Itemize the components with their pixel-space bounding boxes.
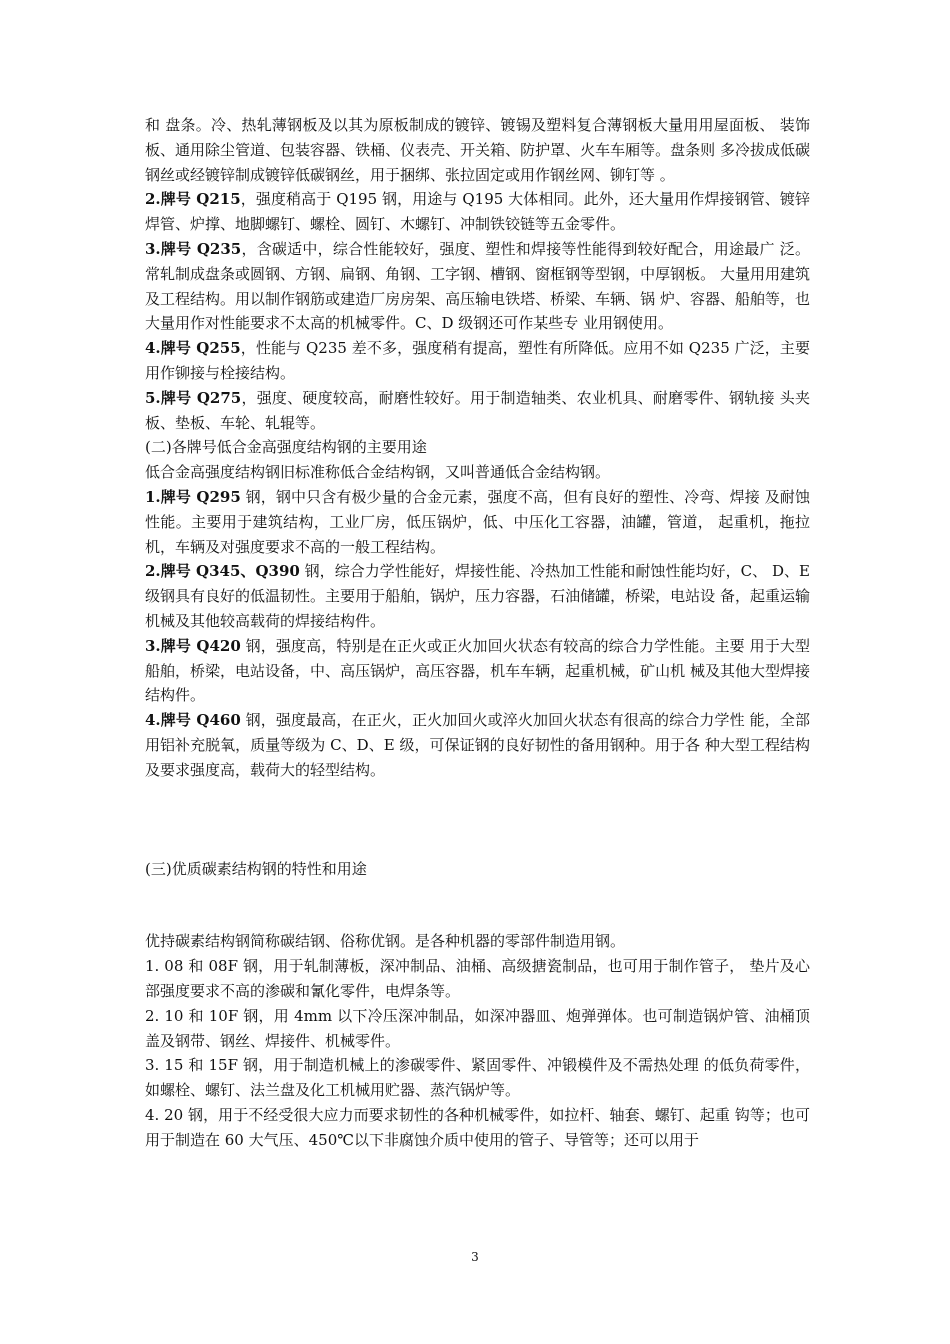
paragraph-q295 — [145, 485, 810, 559]
grade-text-q275: ，强度、硬度较高，耐磨性较好。用于制造轴类、农业机具、耐磨零件、钢轨接 头夹板、垫板、车轮、轧辊等。 — [145, 388, 810, 432]
grade-text-q215: ，强度稍高于 Q195 钢，用途与 Q195 大体相同。此外，还大量用作焊接钢管、镀锌 焊管、炉撑、地脚螺钉、螺栓、圆钉、木螺钉、冲制铁铰链等五金零件。 — [145, 190, 810, 234]
paragraph-q460 — [145, 708, 810, 782]
grade-text-q235: ，含碳适中，综合性能较好，强度、塑性和焊接等性能得到较好配合，用途最广 泛。常轧制成盘条或圆钢、方钢、扁钢、角钢、工字钢、槽钢、窗框钢等型钢，中厚钢板。 大量用用建筑及工程结构。用以制作钢筋或建造厂房房架、高压输电铁塔、桥梁、车辆、锅 炉、容器、船舶等，也大量用作对性能要求不太高的机械零件。C、D 级钢还可作某些专 业用钢使用。 — [145, 239, 810, 333]
paragraph-steel-20: 4. 20 钢，用于不经受很大应力而要求韧性的各种机械零件，如拉杆、轴套、螺钉、起重 钩等；也可用于制造在 60 大气压、450℃以下非腐蚀介质中使用的管子、导管等；还可以用于 — [145, 1105, 810, 1149]
grade-text-q460: 钢，强度最高，在正火，正火加回火或淬火加回火状态有很高的综合力学性 能，全部用铝补充脱氧，质量等级为 C、D、E 级，可保证钢的良好韧性的备用钢种。用于各 种大型工程结构及要求强度高，载荷大的轻型结构。 — [145, 711, 810, 779]
section-heading-low-alloy: (二)各牌号低合金高强度结构钢的主要用途 — [145, 438, 427, 457]
grade-text-q420: 钢，强度高，特别是在正火或正火加回火状态有较高的综合力学性能。主要 用于大型船舶，桥梁，电站设备，中、高压锅炉，高压容器，机车车辆，起重机械，矿山机 械及其他大型焊接结构件。 — [145, 636, 810, 705]
paragraph-steel-08: 1. 08 和 08F 钢，用于轧制薄板，深冲制品、油桶、高级搪瓷制品，也可用于制作管子， 垫片及心部强度要求不高的渗碳和氰化零件，电焊条等。 — [145, 957, 810, 1000]
paragraph-carbon-steel-sheet: 和 盘条。冷、热轧薄钢板及以其为原板制成的镀锌、镀锡及塑料复合薄钢板大量用用屋面板、 装饰板、通用除尘管道、包装容器、铁桶、仪表壳、开关箱、防护罩、火车车厢等。盘条则 多冷拔成低碳钢丝或经镀锌制成镀锌低碳钢丝，用于捆绑、张拉固定或用作钢丝网、铆钉等 。 — [145, 116, 810, 184]
grade-text-q255: ，性能与 Q235 差不多，强度稍有提高，塑性有所降低。应用不如 Q235 广泛，主要 用作铆接与栓接结构。 — [145, 339, 810, 382]
grade-heading-q255: 4.牌号 Q255 — [145, 339, 241, 358]
paragraph-q420 — [145, 634, 810, 708]
paragraph-low-alloy-intro: 低合金高强度结构钢旧标准称低合金结构钢，又叫普通低合金结构钢。 — [145, 463, 611, 482]
document-body — [145, 113, 810, 1152]
grade-heading-q420: 3.牌号 Q420 — [145, 636, 241, 655]
vertical-spacer — [145, 783, 810, 857]
grade-heading-q275: 5.牌号 Q275 — [145, 388, 242, 407]
paragraph-steel-15: 3. 15 和 15F 钢，用于制造机械上的渗碳零件、紧固零件、冲锻模件及不需热处理 的低负荷零件，如螺栓、螺钉、法兰盘及化工机械用贮器、蒸汽锅炉等。 — [145, 1056, 810, 1100]
paragraph-steel-10: 2. 10 和 10F 钢，用 4mm 以下冷压深冲制品，如深冲器皿、炮弹弹体。也可制造锅炉管、油桶顶盖及钢带、钢丝、焊接件、机械零件。 — [145, 1006, 810, 1050]
grade-heading-q460: 4.牌号 Q460 — [145, 711, 241, 730]
grade-heading-q345-q390: 2.牌号 Q345、Q390 — [145, 562, 300, 581]
paragraph-quality-carbon-intro: 优持碳素结构钢简称碳结钢、俗称优钢。是各种机器的零部件制造用钢。 — [145, 932, 626, 951]
grade-text-q295: 钢，钢中只含有极少量的合金元素，强度不高，但有良好的塑性、冷弯、焊接 及耐蚀性能。主要用于建筑结构，工业厂房，低压锅炉，低、中压化工容器，油罐，管道， 起重机，拖拉机，车辆及对强度要求不高的一般工程结构。 — [145, 487, 810, 556]
paragraph-q345-q390 — [145, 559, 810, 633]
grade-heading-q215: 2.牌号 Q215 — [145, 190, 241, 209]
paragraph-q255 — [145, 336, 810, 386]
page-number: 3 — [471, 1250, 479, 1264]
paragraph-q275 — [145, 386, 810, 436]
grade-heading-q295: 1.牌号 Q295 — [145, 487, 241, 506]
grade-heading-q235: 3.牌号 Q235 — [145, 239, 242, 258]
paragraph-q215 — [145, 187, 810, 237]
grade-text-q345-q390: 钢，综合力学性能好，焊接性能、冷热加工性能和耐蚀性能均好，C、 D、E 级钢具有良好的低温韧性。主要用于船舶，锅炉，压力容器，石油储罐，桥梁，电站设 备，起重运输机械及其他较高载荷的焊接结构件。 — [145, 562, 810, 630]
paragraph-q235 — [145, 237, 810, 336]
vertical-spacer — [145, 881, 810, 929]
section-heading-quality-carbon: (三)优质碳素结构钢的特性和用途 — [145, 859, 367, 878]
